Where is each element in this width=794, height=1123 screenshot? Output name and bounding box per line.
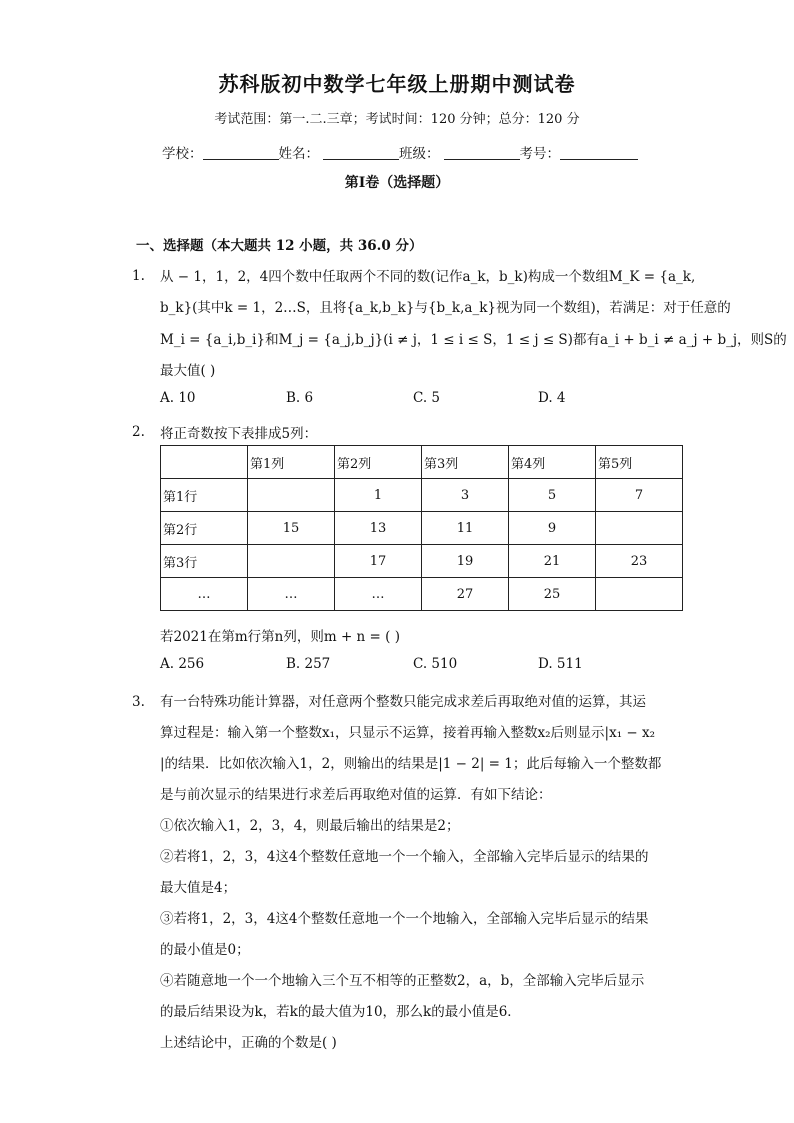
volume-heading: 第Ⅰ卷（选择题） (344, 175, 450, 191)
table-cell: 13 (335, 512, 422, 545)
question-text-line: M_i = {a_i,b_i}和M_j = {a_j,b_j}(i ≠ j，1 ≤ i ≤ S，1 ≤ j ≤ S)都有a_i + b_i ≠ a_j + b_j，则S的 (160, 332, 787, 348)
question-text-line: b_k}(其中k = 1，2…S，且将{a_k,b_k}与{b_k,a_k}视为同一个数组)，若满足：对于任意的 (160, 300, 731, 316)
option-d[interactable]: D. 511 (538, 656, 583, 672)
question-text-line: 若2021在第m行第n列，则m + n = ( ) (160, 629, 400, 645)
table-cell: 1 (335, 479, 422, 512)
conclusion-1: ①依次输入1，2，3，4，则最后输出的结果是2； (160, 818, 460, 834)
table-row-label: 第2行 (161, 512, 248, 545)
question-text-line: |的结果．比如依次输入1，2，则输出的结果是|1 − 2| = 1；此后每输入一个整数都 (160, 756, 662, 772)
student-info-line (162, 142, 642, 162)
exam-meta: 考试范围：第一.二.三章；考试时间：120 分钟；总分：120 分 (214, 112, 580, 127)
table-cell: 11 (422, 512, 509, 545)
table-header-cell (161, 446, 248, 479)
table-header-row (161, 446, 683, 479)
table-header-cell: 第1列 (248, 446, 335, 479)
table-row (161, 578, 683, 611)
conclusion-3-cont: 的最小值是0； (160, 942, 250, 958)
option-c[interactable]: C. 510 (413, 656, 458, 672)
table-cell: 15 (248, 512, 335, 545)
conclusion-2-cont: 最大值是4； (160, 880, 237, 896)
section-heading (136, 234, 422, 254)
option-a[interactable]: A. 256 (160, 656, 205, 672)
option-a[interactable]: A. 10 (160, 390, 196, 406)
name-label: 姓名： (278, 146, 319, 162)
school-label: 学校： (162, 146, 203, 162)
question-text-line: 是与前次显示的结果进行求差后再取绝对值的运算．有如下结论： (160, 787, 552, 803)
table-cell: 27 (422, 578, 509, 611)
number-label: 考号： (519, 146, 560, 162)
question-2-stem (132, 422, 672, 442)
conclusion-4: ④若随意地一个一个地输入三个互不相等的正整数2，a，b，全部输入完毕后显示 (160, 973, 645, 989)
section-title: 一、选择题（本大题共 12 小题，共 36.0 分） (136, 238, 423, 254)
table-cell: 23 (596, 545, 683, 578)
table-header-cell: 第4列 (509, 446, 596, 479)
table-row-label: 第1行 (161, 479, 248, 512)
class-blank[interactable] (444, 145, 520, 160)
table-cell (596, 578, 683, 611)
question-text-line: 有一台特殊功能计算器，对任意两个整数只能完成求差后再取绝对值的运算，其运 (160, 694, 646, 710)
question-2-body (132, 625, 672, 675)
table-cell: 19 (422, 545, 509, 578)
question-number: 3. (132, 694, 145, 710)
table-row (161, 479, 683, 512)
school-blank[interactable] (203, 145, 279, 160)
number-blank[interactable] (560, 145, 638, 160)
table-cell: 3 (422, 479, 509, 512)
table-row-label: … (161, 578, 248, 611)
table-cell: … (335, 578, 422, 611)
table-row (161, 512, 683, 545)
question-3 (132, 690, 672, 1070)
table-cell (596, 512, 683, 545)
option-b[interactable]: B. 6 (286, 390, 314, 406)
table-cell: 9 (509, 512, 596, 545)
conclusion-2: ②若将1，2，3，4这4个整数任意地一个一个输入，全部输入完毕后显示的结果的 (160, 849, 649, 865)
question-prompt: 上述结论中，正确的个数是( ) (160, 1035, 337, 1051)
table-row-label: 第3行 (161, 545, 248, 578)
option-d[interactable]: D. 4 (538, 390, 566, 406)
conclusion-3: ③若将1，2，3，4这4个整数任意地一个一个地输入，全部输入完毕后显示的结果 (160, 911, 649, 927)
conclusion-4-cont: 的最后结果设为k，若k的最大值为10，那么k的最小值是6． (160, 1004, 521, 1020)
table-cell: 25 (509, 578, 596, 611)
page-title: 苏科版初中数学七年级上册期中测试卷 (218, 72, 576, 96)
odd-number-table (160, 445, 683, 611)
table-header-cell: 第3列 (422, 446, 509, 479)
question-text-line: 最大值( ) (160, 363, 216, 379)
question-number: 2. (132, 424, 145, 440)
table-cell: … (248, 578, 335, 611)
option-b[interactable]: B. 257 (286, 656, 331, 672)
table-header-cell: 第2列 (335, 446, 422, 479)
question-number: 1. (132, 268, 145, 284)
question-1 (132, 265, 787, 415)
table-cell: 21 (509, 545, 596, 578)
option-c[interactable]: C. 5 (413, 390, 441, 406)
question-text-line: 将正奇数按下表排成5列： (160, 426, 318, 442)
table-row (161, 545, 683, 578)
class-label: 班级： (399, 146, 440, 162)
question-text-line: 从 − 1，1，2，4四个数中任取两个不同的数(记作a_k，b_k)构成一个数组M_K = {a_k, (160, 269, 696, 285)
question-text-line: 算过程是：输入第一个整数x₁，只显示不运算，接着再输入整数x₂后则显示|x₁ − x₂ (160, 725, 656, 741)
table-cell: 17 (335, 545, 422, 578)
table-cell: 7 (596, 479, 683, 512)
table-header-cell: 第5列 (596, 446, 683, 479)
table-cell: 5 (509, 479, 596, 512)
table-cell (248, 545, 335, 578)
name-blank[interactable] (323, 145, 399, 160)
table-cell (248, 479, 335, 512)
